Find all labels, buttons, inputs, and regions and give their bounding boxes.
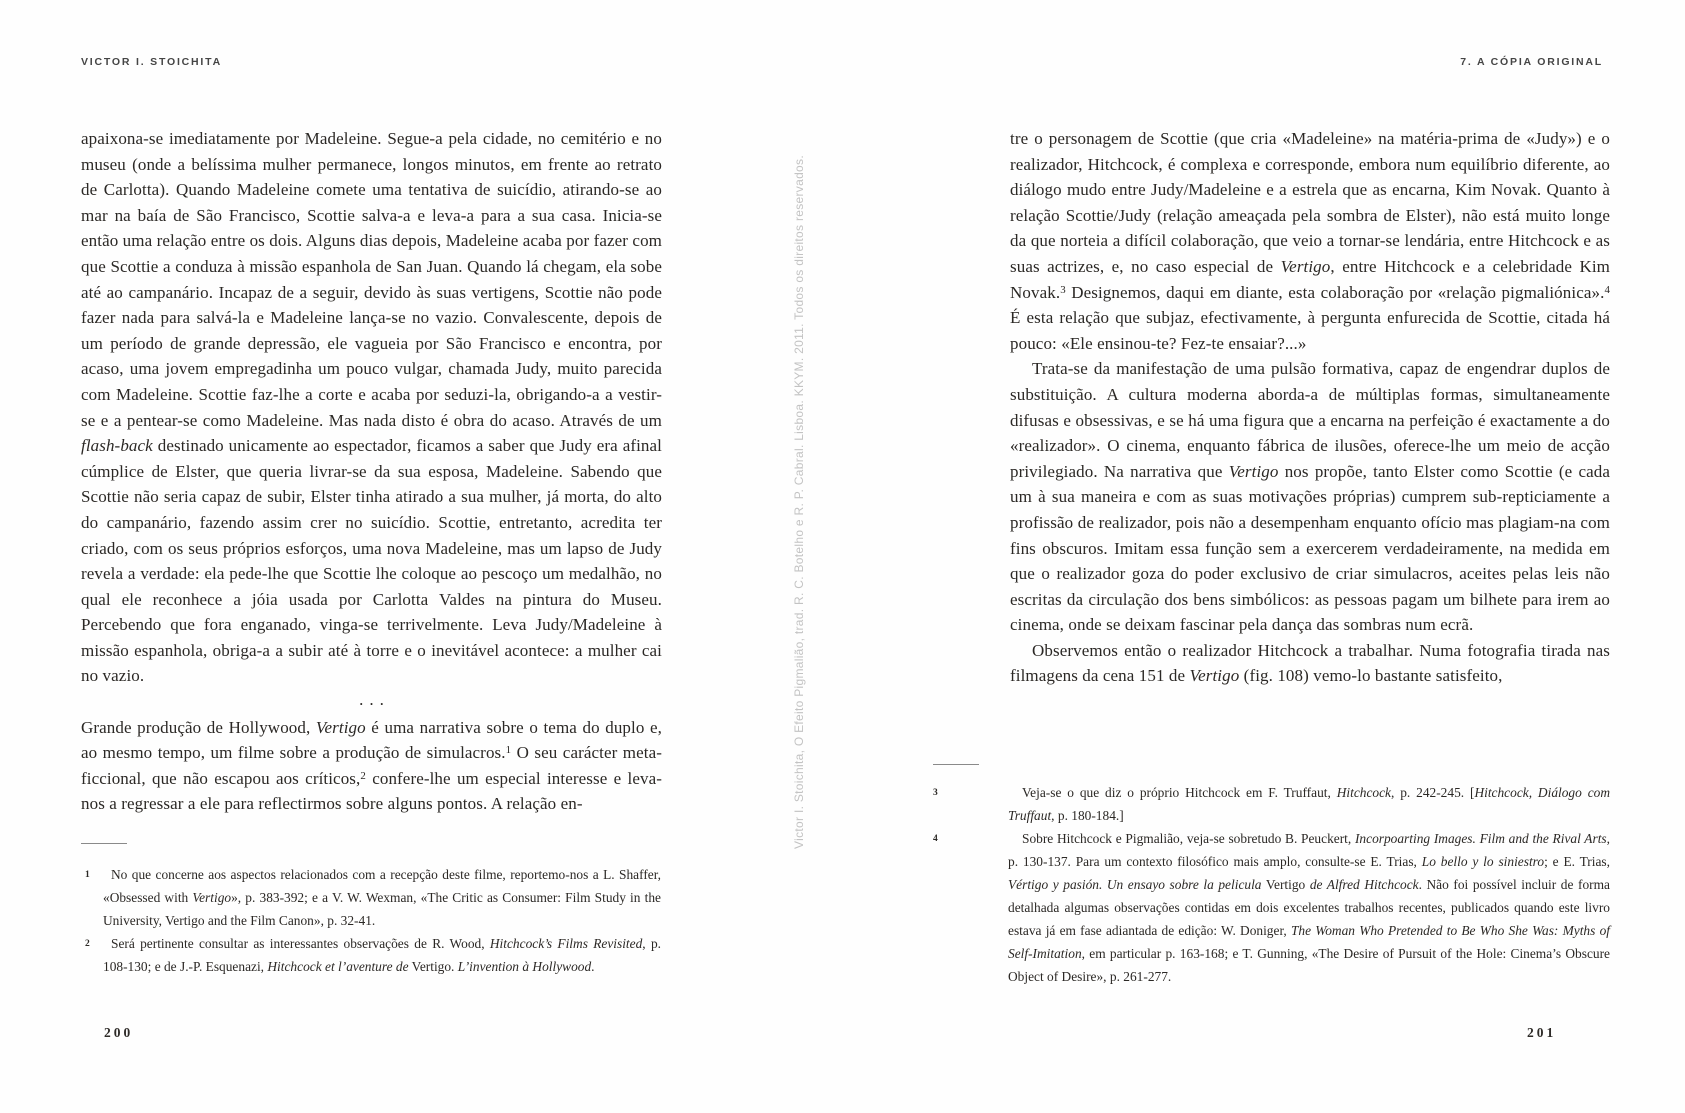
paragraph: Trata-se da manifestação de uma pulsão formativa, capaz de engendrar duplos de substituição. A cultura moderna aborda-a de múltiplas formas, simultaneamente difusas e obsessivas, e se há uma figura que a encarna na perfeição é exactamente a do «realizador». O cinema, enquanto fábrica de ilusões, oferece-lhe um meio de acção privilegiado. Na narrativa que Vertigo nos propõe, tanto Elster como Scottie (e cada um à sua maneira e com as suas motivações próprias) cumprem sub-repticiamente a profissão de realizador, pois não a desempenham enquanto ofício mas plagiam-na com fins obscuros. Imitam essa função sem a exercerem verdadeiramente, na medida em que o realizador goza do poder exclusivo de criar simulacros, aceites pelas leis não escritas da circulação dos bens simbólicos: as pessoas pagam um bilhete para irem ao cinema, onde se deixam fascinar pela dança das sombras num ecrã. [1010,359,1610,635]
running-head-author: VICTOR I. STOICHITA [81,56,222,68]
left-page-footnotes [85,863,661,978]
footnote-text: Será pertinente consultar as interessantes observações de R. Wood, Hitchcock’s Films Revisited, p. 108-130; e de J.-P. Esquenazi, Hitchcock et l’aventure de Vertigo. L’invention à Hollywood. [103,936,661,974]
footnote-marker: 1 [85,870,90,880]
footnote [85,863,661,932]
paragraph: Observemos então o realizador Hitchcock a trabalhar. Numa fotografia tirada nas filmagens da cena 151 de Vertigo (fig. 108) vemo-lo bastante satisfeito, [1010,640,1610,686]
page-number-left: 200 [104,1025,134,1040]
page-number-right: 201 [1527,1025,1557,1040]
left-page-body [81,126,662,817]
right-page-body [1010,126,1610,689]
footnote-text: Sobre Hitchcock e Pigmalião, veja-se sobretudo B. Peuckert, Incorpoarting Images. Film and the Rival Arts, p. 130-137. Para um contexto filosófico mais amplo, consulte-se E. Trias, Lo bello y lo siniestro; e E. Trias, Vértigo y pasión. Un ensayo sobre la pelicula Vertigo de Alfred Hitchcock. Não foi possível incluir de forma detalhada algumas observações contidas em dois excelentes trabalhos recentes, publicados quando este livro estava já em fase adiantada de edição: W. Doniger, The Woman Who Pretended to Be Who She Was: Myths of Self-Imitation, em particular p. 163-168; e T. Gunning, «The Desire of Pursuit of the Hole: Cinema’s Obscure Object of Desire», p. 261-277. [1008,831,1610,984]
footnote [933,781,1610,827]
footnote-rule [933,764,979,765]
paragraph: tre o personagem de Scottie (que cria «Madeleine» na matéria-prima de «Judy») e o realizador, Hitchcock, é complexa e corresponde, embora num equilíbrio diferente, ao diálogo mudo entre Judy/Madeleine e a estrela que as encarna, Kim Novak. Quanto à relação Scottie/Judy (relação ameaçada pela sombra de Elster), não está muito longe da que norteia a difícil colaboração, que veio a tornar-se lendária, entre Hitchcock e as suas actrizes, e, no caso especial de Vertigo, entre Hitchcock e a celebridade Kim Novak.$^3$ Designemos, daqui em diante, esta colaboração por «relação pigmaliónica».$^4$ É esta relação que subjaz, efectivamente, à pergunta enfurecida de Scottie, citada há pouco: «Ele ensinou-te? Fez-te ensaiar?...» [1010,129,1611,353]
footnote-text: Veja-se o que diz o próprio Hitchcock em F. Truffaut, Hitchcock, p. 242-245. [Hitchcock, Diálogo com Truffaut, p. 180-184.] [1008,785,1610,823]
footnote [85,932,661,978]
footnote-text: No que concerne aos aspectos relacionados com a recepção deste filme, reportemo-nos a L. Shaffer, «Obsessed with Vertigo», p. 383-392; e a V. W. Wexman, «The Critic as Consumer: Film Study in the University, Vertigo and the Film Canon», p. 32-41. [103,867,661,928]
footnote-marker: 4 [933,834,938,844]
footnote [933,827,1610,988]
section-divider: ... [359,690,390,710]
running-head-chapter: 7. A CÓPIA ORIGINAL [1460,56,1603,68]
footnote-marker: 2 [85,939,90,949]
paragraph: apaixona-se imediatamente por Madeleine. Segue-a pela cidade, no cemitério e no museu (onde a belíssima mulher permanece, longos minutos, em frente ao retrato de Carlotta). Quando Madeleine comete uma tentativa de suicídio, atirando-se ao mar na baía de São Francisco, Scottie salva-a e leva-a para a sua casa. Inicia-se então uma relação entre os dois. Alguns dias depois, Madeleine acaba por fazer com que Scottie a conduza à missão espanhola de San Juan. Quando lá chegam, ela sobe até ao campanário. Incapaz de a seguir, devido às suas vertigens, Scottie não pode fazer nada para salvá-la e Madeleine lança-se no vazio. Convalescente, depois de um período de grande depressão, ele vagueia por São Francisco e encontra, por acaso, uma jovem empregadinha um pouco vulgar, chamada Judy, muito parecida com Madeleine. Scottie faz-lhe a corte e acaba por seduzi-la, obrigando-a a vestir-se e a pentear-se como Madeleine. Mas nada disto é obra do acaso. Através de um flash-back destinado unicamente ao espectador, ficamos a saber que Judy era afinal cúmplice de Elster, que queria livrar-se da sua esposa, Madeleine. Sabendo que Scottie não seria capaz de subir, Elster tinha atirado a sua mulher, já morta, do alto do campanário, fazendo assim crer no suicídio. Scottie, entretanto, acredita ter criado, com os seus próprios esforços, uma nova Madeleine, mas um lapso de Judy revela a verdade: ela pede-lhe que Scottie lhe coloque ao pescoço um medalhão, no qual ele reconhece a jóia usada por Carlotta Valdes na pintura do Museu. Percebendo que fora enganado, vinga-se terrivelmente. Leva Judy/Madeleine à missão espanhola, obriga-a a subir até à torre e o inevitável acontece: a mulher cai no vazio. [81,129,662,686]
right-page-footnotes [933,781,1610,988]
paragraph: Grande produção de Hollywood, Vertigo é uma narrativa sobre o tema do duplo e, ao mesmo tempo, um filme sobre a produção de simulacros.$^1$ O seu carácter meta-ficcional, que não escapou aos críticos,$^2$ confere-lhe um especial interesse e leva-nos a regressar a ele para reflectirmos sobre alguns pontos. A relação en- [81,717,663,814]
footnote-marker: 3 [933,788,938,798]
copyright-watermark: Victor I. Stoichita, O Efeito Pigmalião, trad. R. C. Botelho e R. P. Cabral. Lisboa. KKYM. 2011. Todos os direitos reservados. [792,155,806,849]
footnote-rule [81,843,127,844]
